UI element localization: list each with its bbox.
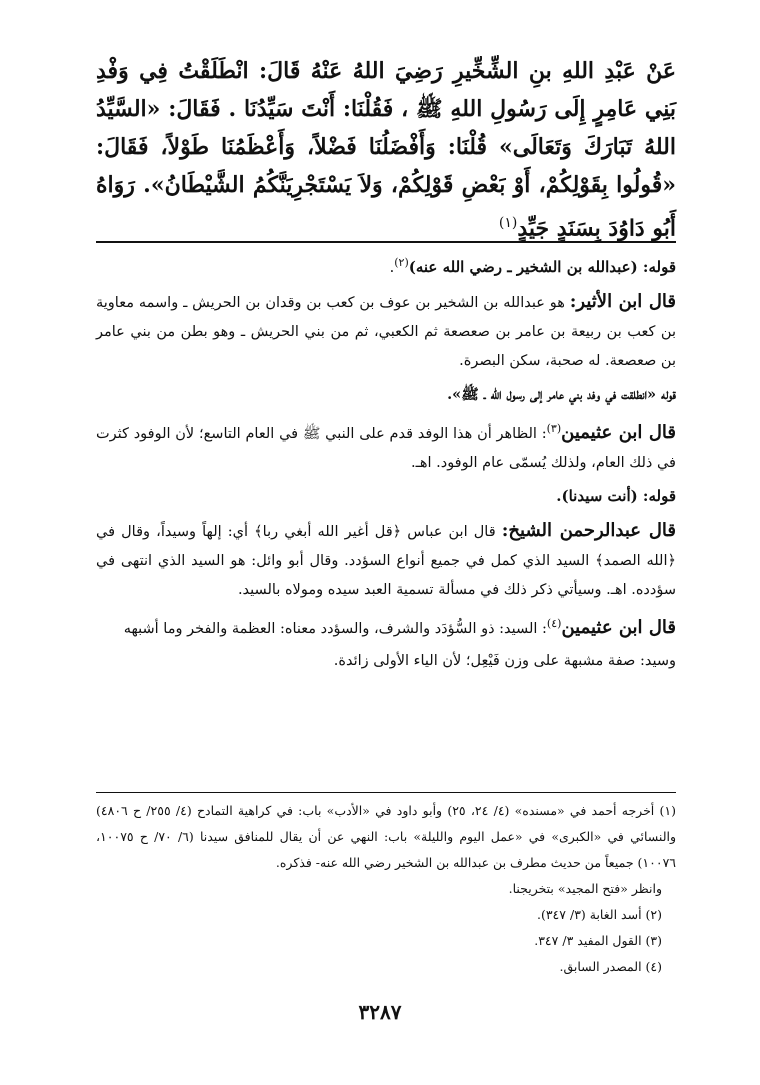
paragraph-text: وسيد: صفة مشبهة على وزن فَيْعِل؛ لأن الياء الأولى زائدة. <box>333 653 676 670</box>
hadith-body: عَنْ عَبْدِ اللهِ بنِ الشِّخِّيرِ رَضِيَ اللهُ عَنْهُ قَالَ: انْطَلَقْتُ فِي وَفْدِ بَنِي عَامِرٍ إِلَى رَسُولِ اللهِ ﷺ ، فَقُلْنَا: أَنْتَ سَيِّدُنَا . فَقَالَ: «السَّيِّدُ اللهُ تَبَارَكَ وَتَعَالَى» قُلْنَا: وَأَفْضَلُنَا فَضْلاً، وَأَعْظَمُنَا طَوْلاً، فَقَالَ: «قُولُوا بِقَوْلِكُمْ، أَوْ بَعْضِ قَوْلِكُمْ، وَلاَ يَسْتَجْرِيَنَّكُمُ الشَّيْطَانُ». رَوَاهُ أَبُو دَاوُدَ بِسَنَدٍ جَيِّدٍ <box>96 58 676 242</box>
footnote-ref-3: (٣) <box>546 421 562 435</box>
footnote-3: (٣) القول المفيد ٣/ ٣٤٧. <box>534 933 662 948</box>
commentary-paragraph-1: قوله: (عبدالله بن الشخير ـ رضي الله عنه)$^{(٢)}$. <box>389 256 676 276</box>
section-divider <box>96 241 676 243</box>
page-number: ٣٢٨٧ <box>358 1000 402 1024</box>
author-label-ibn-uthaymin: قال ابن عثيمين <box>561 421 677 443</box>
footnote-ref-4: (٤) <box>546 616 562 630</box>
footnote-1: (١) أخرجه أحمد في «مسنده» (٤/ ٢٤، ٢٥) وأبو داود في «الأدب» باب: في كراهية التمادح (٤/ ٢٥٥/ ح ٤٨٠٦) والنسائي في «الكبرى» في «عمل اليوم والليلة» باب: النهي عن أن يقال للمنافق سيدنا (٦/ ٧٠/ ح ١٠٠٧٥، ١٠٠٧٦) جميعاً من حديث مطرف بن عبدالله بن الشخير رضي الله عنه- فذكره. <box>96 803 677 870</box>
quote-label: قوله: (أنت سيدنا). <box>556 486 676 505</box>
paragraph-text: : الظاهر أن هذا الوفد قدم على النبي ﷺ في العام التاسع؛ لأن الوفود كثرت في ذلك العام، ولذلك يُسمّى عام الوفود. اهـ. <box>96 425 676 471</box>
author-label-ibn-athir: قال ابن الأثير: <box>569 290 677 312</box>
paragraph-text: : السيد: ذو السُّؤدَد والشرف، والسؤدد معناه: العظمة والفخر وما أشبهه <box>123 620 547 637</box>
footnote-divider <box>96 792 676 793</box>
footnote-ref-2: (٢) <box>394 256 409 269</box>
paragraph-text: قال ابن عباس ﴿قل أغير الله أبغي ربا﴾ أي: إلهاً وسيداً، وقال في ﴿الله الصمد﴾ السيد الذي كمل في جميع أنواع السؤدد. وقال أبو وائل: هو السيد الذي انتهى في سؤدده. اهـ. وسيأتي ذكر ذلك في مسألة تسمية العبد سيده ومولاه بالسيد. <box>96 523 676 598</box>
commentary-paragraph-6 <box>96 516 676 605</box>
commentary-paragraph-7 <box>96 609 676 644</box>
commentary-paragraph-5 <box>96 482 676 512</box>
quote-label: قوله: (عبدالله بن الشخير ـ رضي الله عنه) <box>408 257 676 276</box>
commentary-paragraph-3 <box>96 380 676 410</box>
commentary-section <box>96 248 676 680</box>
author-label-ibn-uthaymin: قال ابن عثيمين <box>561 616 676 638</box>
hadith-text <box>96 52 676 247</box>
paragraph-text: هو عبدالله بن الشخير بن عوف بن كعب بن وقدان بن الحريش ـ واسمه معاوية بن كعب بن ربيعة بن عامر بن صعصعة ثم الكعبي، ثم من بني الحريش ـ وهو بطن من بني عامر بن صعصعة. له صحبة، سكن البصرة. <box>96 294 676 369</box>
quote-label: قوله «انطلقت في وفد بني عامر إلى رسول الله ـ ﷺ». <box>447 385 676 403</box>
hadith-footnote-ref: (١) <box>498 215 518 231</box>
footnote-1-continued: وانظر «فتح المجيد» بتخريجنا. <box>508 881 662 896</box>
commentary-paragraph-4 <box>96 414 676 478</box>
commentary-paragraph-2 <box>96 287 676 376</box>
author-label-abdulrahman-alshaykh: قال عبدالرحمن الشيخ: <box>501 519 676 541</box>
footnotes-section <box>96 798 676 980</box>
footnote-4: (٤) المصدر السابق. <box>559 959 662 974</box>
footnote-2: (٢) أسد الغابة (٣/ ٣٤٧). <box>536 907 662 922</box>
commentary-paragraph-8 <box>96 647 676 676</box>
